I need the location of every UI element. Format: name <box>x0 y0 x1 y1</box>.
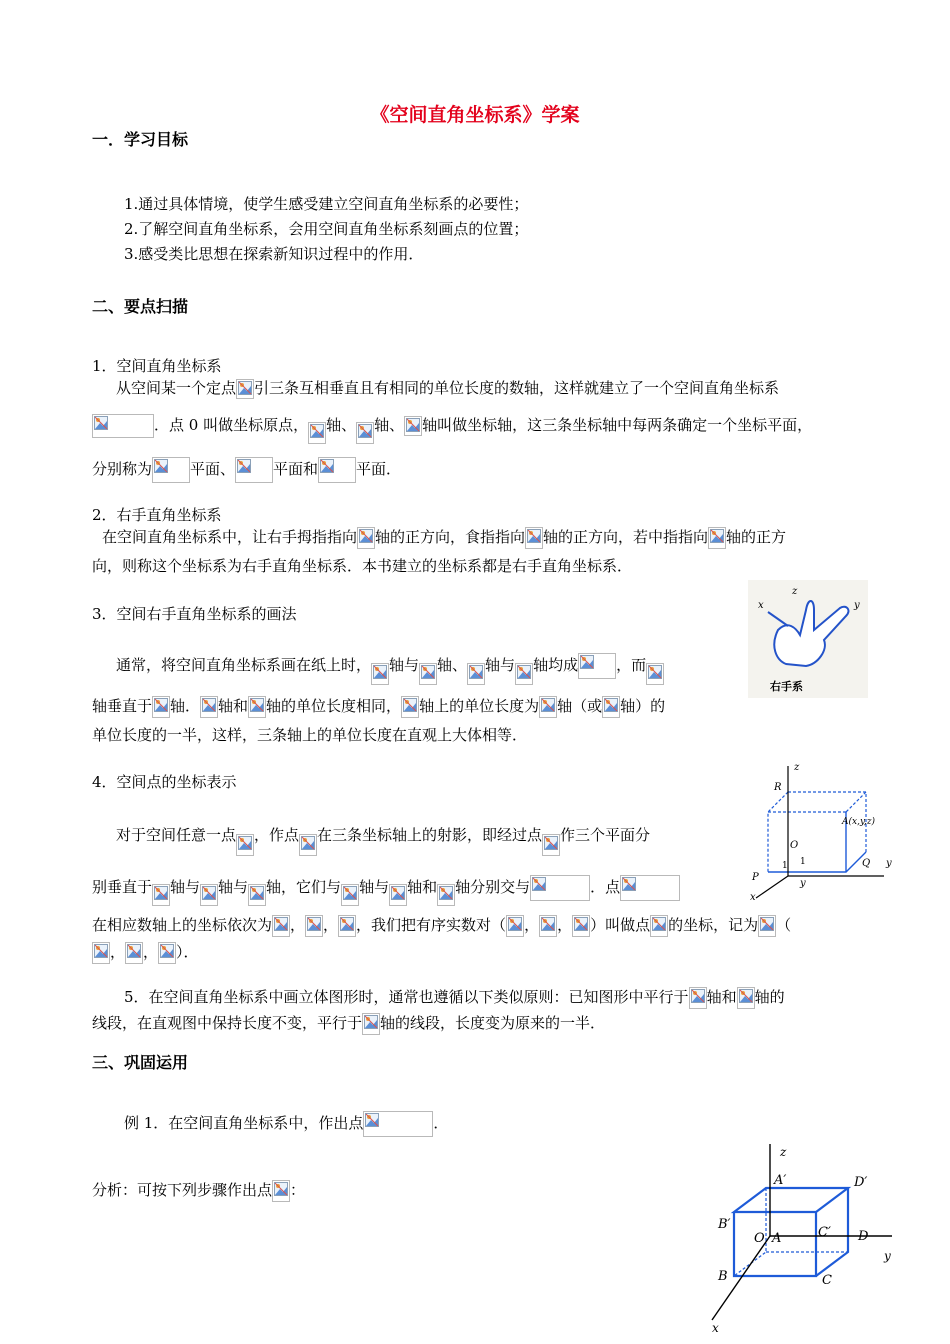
formula-image-icon <box>357 527 375 549</box>
text: 轴的正方向，食指指向 <box>375 528 526 546</box>
text: ， <box>524 916 540 934</box>
formula-image-icon <box>272 1180 290 1202</box>
text: 轴与 <box>485 656 516 674</box>
text: 分析：可按下列步骤作出点 <box>92 1181 273 1199</box>
text: ，作点 <box>254 826 300 844</box>
text: 例 1．在空间直角坐标系中，作出点 <box>124 1114 364 1132</box>
text: ： <box>290 1181 306 1199</box>
broken-image-icon <box>403 698 417 712</box>
broken-image-icon <box>238 836 252 850</box>
section-heading-key-points: 二、要点扫描 <box>92 297 189 316</box>
formula-image-icon <box>158 942 176 964</box>
broken-image-icon <box>358 424 372 438</box>
broken-image-icon <box>710 529 724 543</box>
text: ， <box>143 943 159 961</box>
broken-image-icon <box>439 886 453 900</box>
formula-image-icon <box>318 457 356 483</box>
formula-image-icon <box>578 653 616 679</box>
formula-image-icon <box>152 884 170 906</box>
formula-image-icon <box>248 696 266 718</box>
text: 轴垂直于 <box>92 697 153 715</box>
formula-image-icon <box>236 379 254 399</box>
text: 轴和 <box>706 988 737 1006</box>
broken-image-icon <box>274 917 288 931</box>
formula-image-icon <box>689 987 707 1009</box>
broken-image-icon <box>237 459 251 473</box>
label-d: D <box>858 1229 869 1244</box>
formula-image-icon <box>389 884 407 906</box>
goal-item: 1.通过具体情境，使学生感受建立空间直角坐标系的必要性； <box>124 195 529 213</box>
label-x: x <box>712 1321 719 1335</box>
broken-image-icon <box>154 698 168 712</box>
label-q: Q <box>862 858 871 869</box>
formula-image-icon <box>371 663 389 685</box>
broken-image-icon <box>652 917 666 931</box>
broken-image-icon <box>160 944 174 958</box>
goal-item: 2.了解空间直角坐标系，会用空间直角坐标系刻画点的位置； <box>124 220 529 238</box>
broken-image-icon <box>274 1182 288 1196</box>
point4-line3 <box>92 915 791 937</box>
text: 轴的正方 <box>726 528 787 546</box>
formula-image-icon <box>272 915 290 937</box>
broken-image-icon <box>574 917 588 931</box>
text: ， <box>323 916 339 934</box>
text: 线段，在直观图中保持长度不变，平行于 <box>92 1014 363 1032</box>
formula-image-icon <box>152 457 190 483</box>
broken-image-icon <box>310 424 324 438</box>
formula-image-icon <box>419 663 437 685</box>
broken-image-icon <box>94 416 108 430</box>
point3-line1 <box>116 647 664 685</box>
text: ．点 <box>590 878 621 896</box>
text: ，我们把有序实数对（ <box>356 916 507 934</box>
broken-image-icon <box>739 989 753 1003</box>
formula-image-icon <box>92 414 154 438</box>
text: 轴（或 <box>557 697 603 715</box>
right-hand-figure <box>748 580 868 698</box>
formula-image-icon <box>235 457 273 483</box>
formula-image-icon <box>152 696 170 718</box>
box-dashed-edges <box>768 792 866 872</box>
label-a: A <box>772 1231 782 1246</box>
text: 轴的 <box>754 988 785 1006</box>
point4-line2 <box>92 870 680 906</box>
label-y: y <box>854 600 860 611</box>
broken-image-icon <box>541 917 555 931</box>
label-y-bottom: y <box>800 878 806 889</box>
broken-image-icon <box>469 665 483 679</box>
text: 引三条互相垂直且有相同的单位长度的数轴，这样就建立了一个空间直角坐标系 <box>254 379 780 397</box>
text: 轴的单位长度相同， <box>266 697 402 715</box>
broken-image-icon <box>517 665 531 679</box>
text: 平面． <box>356 460 402 478</box>
broken-image-icon <box>527 529 541 543</box>
text: 别垂直于 <box>92 878 153 896</box>
point2-heading: 2．右手直角坐标系 <box>92 506 222 524</box>
formula-image-icon <box>362 1013 380 1035</box>
section-heading-practice: 三、巩固运用 <box>92 1053 189 1072</box>
broken-image-icon <box>320 459 334 473</box>
label-o: O <box>790 840 799 851</box>
broken-image-icon <box>343 886 357 900</box>
text: 轴叫做坐标轴，这三条坐标轴中每两条确定一个坐标平面， <box>422 416 813 434</box>
broken-image-icon <box>532 877 546 891</box>
text: 轴与 <box>389 656 420 674</box>
broken-image-icon <box>340 917 354 931</box>
broken-image-icon <box>307 917 321 931</box>
broken-image-icon <box>364 1015 378 1029</box>
analysis-line <box>92 1180 305 1202</box>
text: 轴与 <box>359 878 390 896</box>
formula-image-icon <box>338 915 356 937</box>
text: 轴的正方向，若中指指向 <box>543 528 709 546</box>
text: 轴与 <box>218 878 249 896</box>
broken-image-icon <box>391 886 405 900</box>
broken-image-icon <box>301 836 315 850</box>
formula-image-icon <box>248 884 266 906</box>
formula-image-icon <box>530 875 590 901</box>
point3-line2 <box>92 696 665 718</box>
formula-image-icon <box>539 915 557 937</box>
text: ， <box>110 943 126 961</box>
formula-image-icon <box>125 942 143 964</box>
broken-image-icon <box>691 989 705 1003</box>
text: ）． <box>176 943 199 961</box>
formula-image-icon <box>363 1111 433 1137</box>
label-z: z <box>780 1145 787 1159</box>
text: 对于空间任意一点 <box>116 826 237 844</box>
text: 轴与 <box>170 878 201 896</box>
formula-image-icon <box>356 422 374 444</box>
text: 通常，将空间直角坐标系画在纸上时， <box>116 656 372 674</box>
broken-image-icon <box>202 886 216 900</box>
formula-image-icon <box>200 884 218 906</box>
point4-line4 <box>92 942 199 964</box>
formula-image-icon <box>299 834 317 856</box>
label-o: O <box>754 1231 765 1246</box>
text: 轴上的单位长度为 <box>419 697 540 715</box>
formula-image-icon <box>758 915 776 937</box>
text: 的坐标，记为 <box>668 916 759 934</box>
point3-heading: 3．空间右手直角坐标系的画法 <box>92 605 297 623</box>
formula-image-icon <box>525 527 543 549</box>
formula-image-icon <box>542 834 560 856</box>
label-z: z <box>792 586 798 597</box>
text: 平面和 <box>273 460 319 478</box>
broken-image-icon <box>760 917 774 931</box>
broken-image-icon <box>508 917 522 931</box>
point5-line2 <box>92 1013 605 1035</box>
text: 在相应数轴上的坐标依次为 <box>92 916 273 934</box>
broken-image-icon <box>154 886 168 900</box>
text: ， <box>290 916 306 934</box>
formula-image-icon <box>308 422 326 444</box>
point2-line1 <box>102 527 786 549</box>
coordinate-box-figure <box>738 756 898 904</box>
broken-image-icon <box>359 529 373 543</box>
text: 轴均成 <box>533 656 579 674</box>
label-y: y <box>886 858 892 869</box>
text: ，而 <box>616 656 647 674</box>
formula-image-icon <box>572 915 590 937</box>
text: （ <box>776 916 792 934</box>
text: 轴、 <box>326 416 357 434</box>
formula-image-icon <box>341 884 359 906</box>
point1-heading: 1．空间直角坐标系 <box>92 357 222 375</box>
formula-image-icon <box>92 942 110 964</box>
text: 轴）的 <box>620 697 666 715</box>
label-x: x <box>758 600 764 611</box>
broken-image-icon <box>202 698 216 712</box>
broken-image-icon <box>94 944 108 958</box>
text: 轴的线段，长度变为原来的一半． <box>380 1014 606 1032</box>
formula-image-icon <box>646 663 664 685</box>
broken-image-icon <box>604 698 618 712</box>
formula-image-icon <box>708 527 726 549</box>
broken-image-icon <box>544 836 558 850</box>
text: 轴． <box>170 697 201 715</box>
text: ， <box>557 916 573 934</box>
formula-image-icon <box>404 416 422 436</box>
broken-image-icon <box>154 459 168 473</box>
formula-image-icon <box>200 696 218 718</box>
text: 轴和 <box>407 878 438 896</box>
point1-line1 <box>116 378 779 399</box>
formula-image-icon <box>305 915 323 937</box>
label-c: C <box>822 1273 832 1288</box>
formula-image-icon <box>650 915 668 937</box>
broken-image-icon <box>365 1113 379 1127</box>
point3-line3: 单位长度的一半，这样，三条轴上的单位长度在直观上大体相等． <box>92 726 528 744</box>
broken-image-icon <box>541 698 555 712</box>
formula-image-icon <box>539 696 557 718</box>
broken-image-icon <box>648 665 662 679</box>
goal-item: 3.感受类比思想在探索新知识过程中的作用． <box>124 245 424 263</box>
label-p: P <box>752 872 759 883</box>
formula-image-icon <box>620 875 680 901</box>
text: 在空间直角坐标系中，让右手拇指指向 <box>102 528 358 546</box>
label-c-prime: C′ <box>818 1225 831 1240</box>
formula-image-icon <box>515 663 533 685</box>
text: 作三个平面分 <box>560 826 651 844</box>
label-a-prime: A′ <box>774 1173 787 1188</box>
text: 轴分别交与 <box>455 878 531 896</box>
label-b: B <box>718 1269 728 1284</box>
label-r: R <box>774 782 782 793</box>
formula-image-icon <box>467 663 485 685</box>
point4-line1 <box>116 816 650 856</box>
broken-image-icon <box>250 698 264 712</box>
broken-image-icon <box>406 418 420 432</box>
formula-image-icon <box>437 884 455 906</box>
broken-image-icon <box>622 877 636 891</box>
point1-line2 <box>92 408 812 444</box>
formula-image-icon <box>737 987 755 1009</box>
label-d-prime: D′ <box>854 1175 868 1190</box>
text: 从空间某一个定点 <box>116 379 237 397</box>
label-y: y <box>884 1249 891 1263</box>
text: ． <box>433 1114 449 1132</box>
broken-image-icon <box>127 944 141 958</box>
text: 在三条坐标轴上的射影，即经过点 <box>317 826 543 844</box>
label-b-prime: B′ <box>718 1217 731 1232</box>
text: ）叫做点 <box>590 916 651 934</box>
point1-line3 <box>92 457 401 483</box>
label-a: A(x,y,z) <box>842 817 875 827</box>
text: 轴、 <box>374 416 405 434</box>
text: ．点 0 叫做坐标原点， <box>154 416 309 434</box>
text: 轴、 <box>437 656 468 674</box>
formula-image-icon <box>401 696 419 718</box>
text: 分别称为 <box>92 460 153 478</box>
example1-line <box>124 1111 448 1137</box>
label-one: 1 <box>800 857 806 867</box>
text: 平面、 <box>190 460 236 478</box>
page-title: 《空间直角坐标系》学案 <box>370 104 580 126</box>
section-heading-goals: 一．学习目标 <box>92 130 189 149</box>
broken-image-icon <box>373 665 387 679</box>
label-one: 1 <box>782 861 788 871</box>
label-z: z <box>794 762 800 773</box>
figure-caption: 右手系 <box>770 680 803 693</box>
text: 5．在空间直角坐标系中画立体图形时，通常也遵循以下类似原则：已知图形中平行于 <box>124 988 689 1006</box>
broken-image-icon <box>580 655 594 669</box>
point2-line2: 向，则称这个坐标系为右手直角坐标系．本书建立的坐标系都是右手直角坐标系． <box>92 557 633 575</box>
broken-image-icon <box>250 886 264 900</box>
formula-image-icon <box>506 915 524 937</box>
formula-image-icon <box>602 696 620 718</box>
broken-image-icon <box>421 665 435 679</box>
text: 轴和 <box>218 697 249 715</box>
point5-line1 <box>124 987 785 1009</box>
broken-image-icon <box>238 381 252 395</box>
formula-image-icon <box>236 834 254 856</box>
label-x: x <box>750 892 756 903</box>
point4-heading: 4．空间点的坐标表示 <box>92 773 237 791</box>
cuboid-figure <box>704 1132 900 1336</box>
text: 轴，它们与 <box>266 878 342 896</box>
